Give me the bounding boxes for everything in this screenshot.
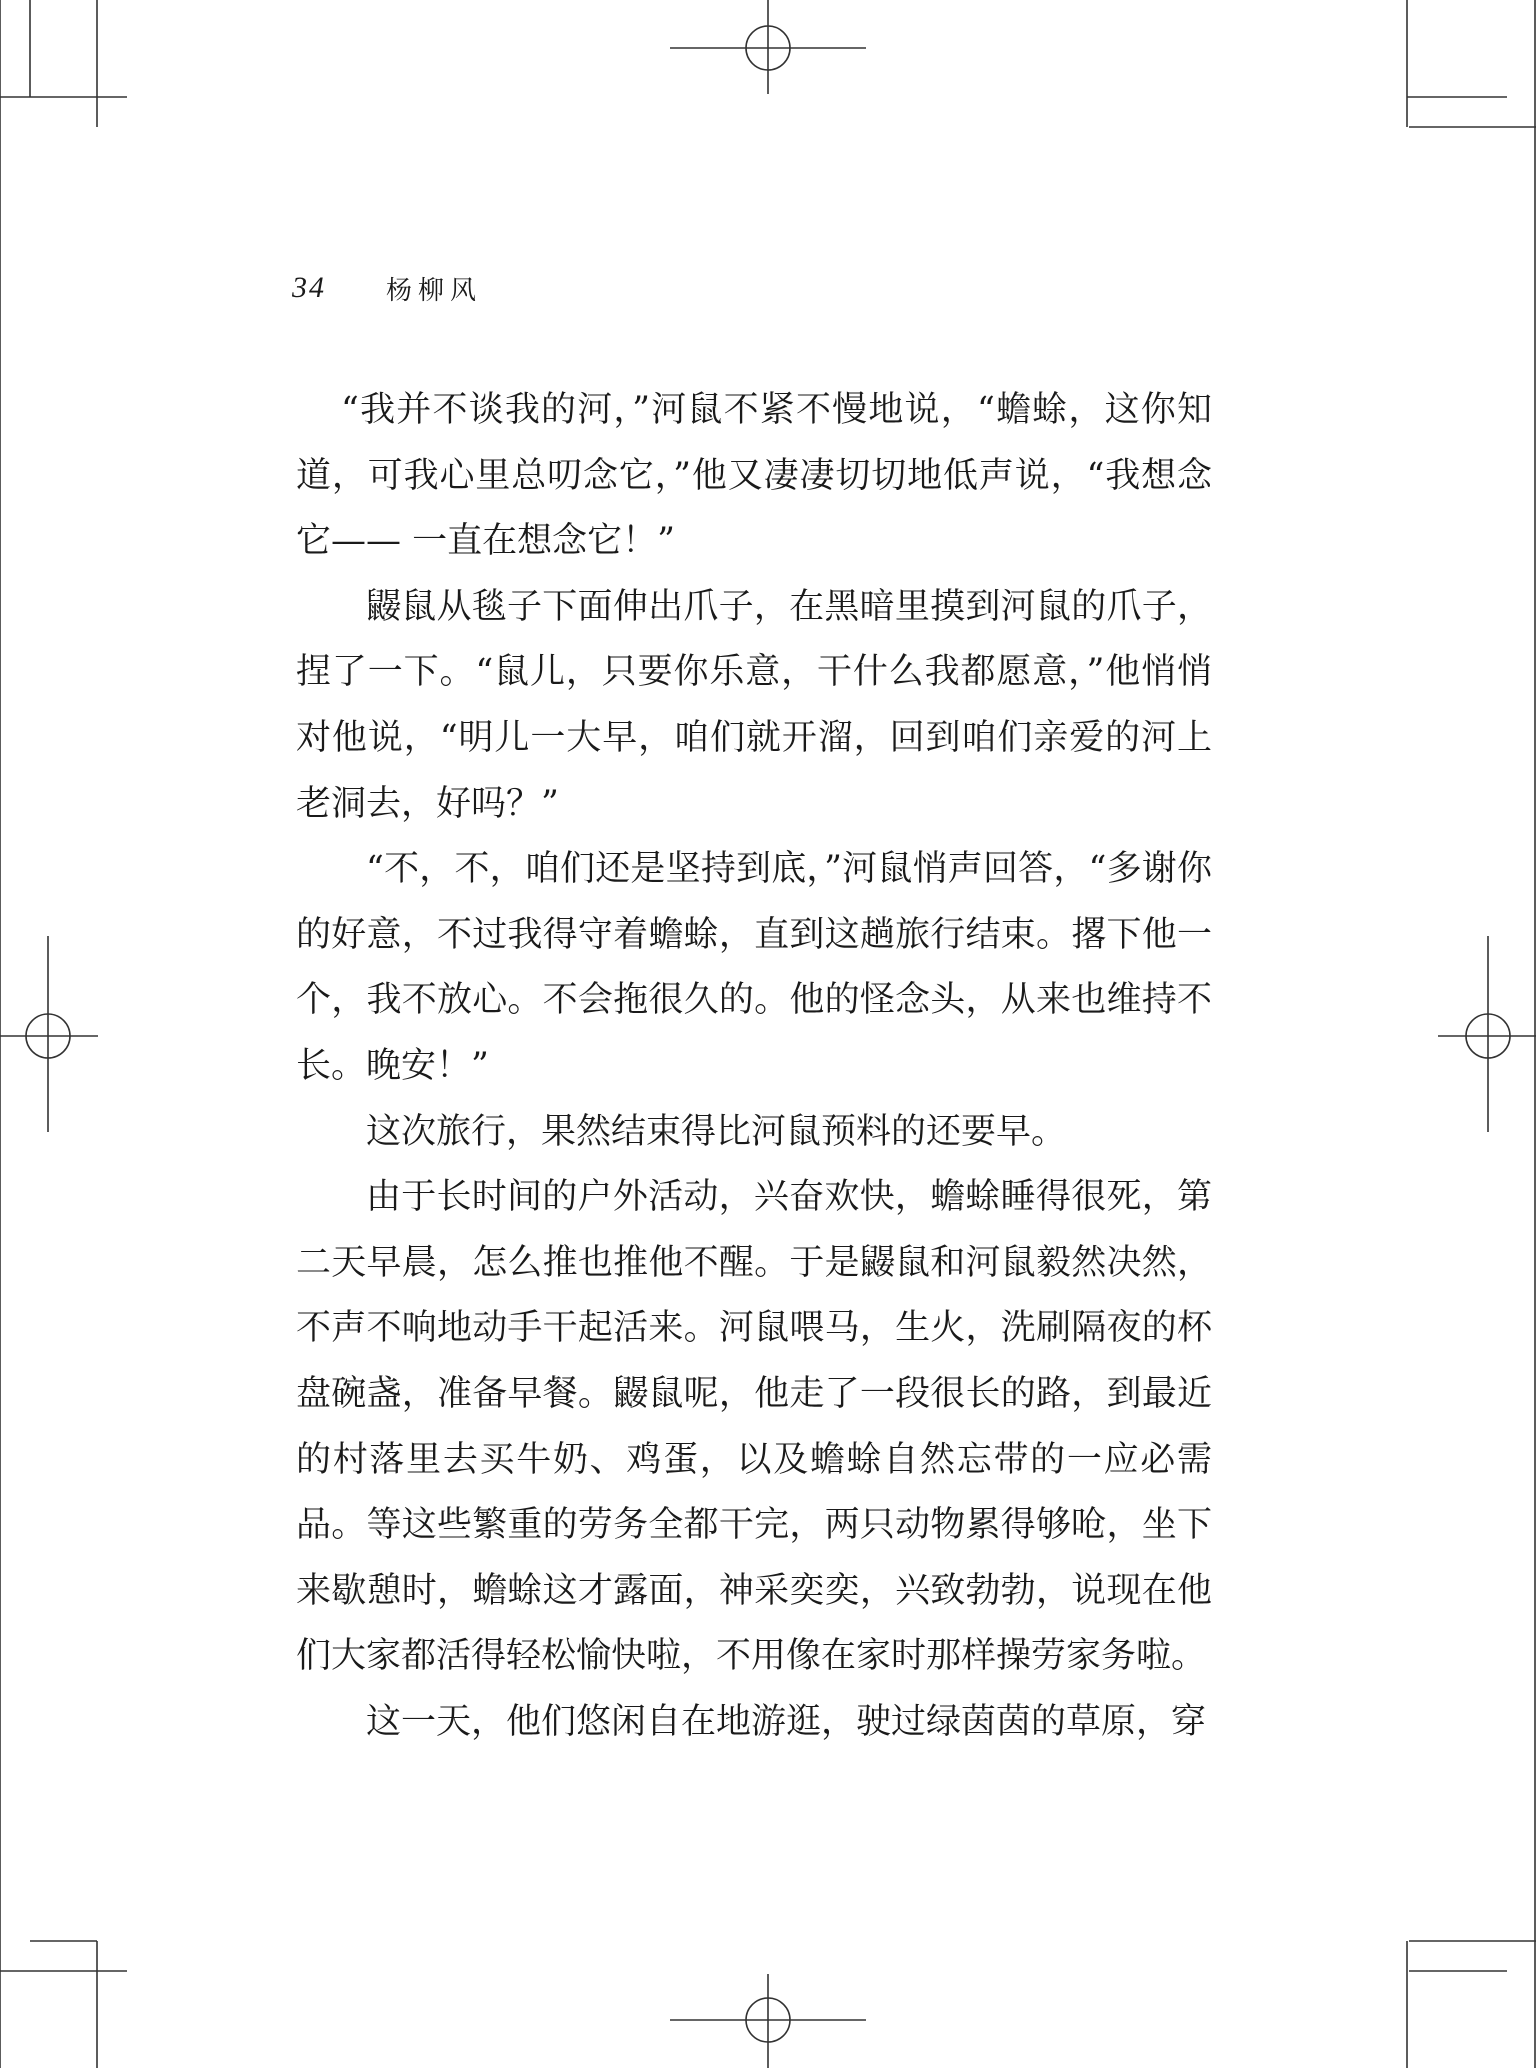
running-title: 杨柳风 [386,275,483,306]
paragraph: “我并不谈我的河，”河鼠不紧不慢地说，“蟾蜍，这你知道，可我心里总叨念它，”他又凄凄切切地低声说，“我想念它—— 一直在想念它！” [296,390,1212,562]
paragraph: 由于长时间的户外活动，兴奋欢快，蟾蜍睡得很死，第二天早晨，怎么推也推他不醒。于是鼹鼠和河鼠毅然决然，不声不响地动手干起活来。河鼠喂马，生火，洗刷隔夜的杯盘碗盏，准备早餐。鼹鼠呢，他走了一段很长的路，到最近的村落里去买牛奶、鸡蛋，以及蟾蜍自然忘带的一应必需品。等这些繁重的劳务全都干完，两只动物累得够呛，坐下来歇憩时，蟾蜍这才露面，神采奕奕，兴致勃勃，说现在他们大家都活得轻松愉快啦，不用像在家时那样操劳家务啦。 [296,1177,1212,1677]
paragraph: 鼹鼠从毯子下面伸出爪子，在黑暗里摸到河鼠的爪子，捏了一下。“鼠儿，只要你乐意，干什么我都愿意，”他悄悄对他说，“明儿一大早，咱们就开溜，回到咱们亲爱的河上老洞去，好吗？” [296,586,1212,824]
paragraph: 这次旅行，果然结束得比河鼠预料的还要早。 [366,1111,1067,1152]
paragraph: “不，不，咱们还是坚持到底，”河鼠悄声回答，“多谢你的好意，不过我得守着蟾蜍，直到这趟旅行结束。撂下他一个，我不放心。不会拖很久的。他的怪念头，从来也维持不长。晚安！” [296,849,1212,1086]
running-header [292,266,482,310]
paragraph: 这一天，他们悠闲自在地游逛，驶过绿茵茵的草原，穿 [366,1701,1207,1742]
body-text [296,378,1212,1755]
page-number: 34 [292,271,326,304]
